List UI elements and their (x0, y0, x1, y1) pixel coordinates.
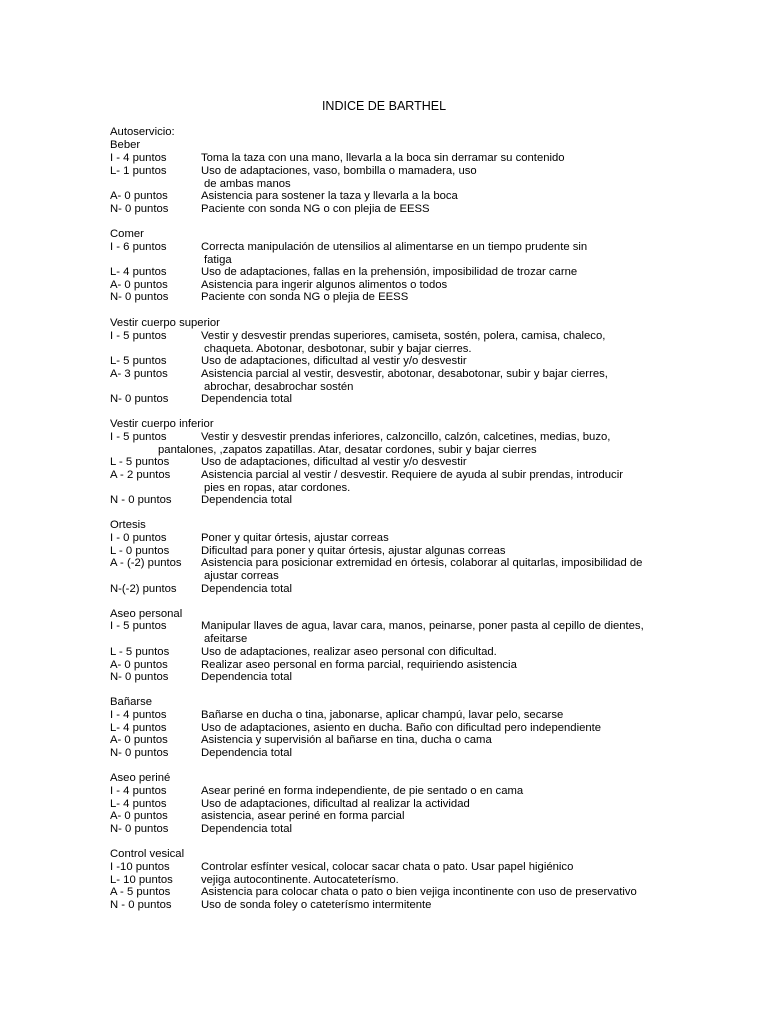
score-description-line: vejiga autocontinente. Autocateterísmo. (201, 874, 399, 886)
score-description-line: Vestir y desvestir prendas superiores, camiseta, sostén, polera, camisa, chaleco, (201, 330, 606, 342)
score-description-line: Dependencia total (201, 583, 293, 595)
score-label: L - 0 puntos (110, 545, 170, 557)
score-description-line: Uso de sonda foley o cateterísmo intermitente (201, 899, 432, 911)
score-description-line: fatiga (204, 254, 232, 266)
score-description-line: afeitarse (204, 633, 248, 645)
score-description-line: Asistencia y supervisión al bañarse en tina, ducha o cama (201, 734, 492, 746)
score-description-line: Asistencia parcial al vestir / desvestir. Requiere de ayuda al subir prendas, introducir (201, 469, 623, 481)
section-heading: Control vesical (110, 848, 185, 860)
score-label: N- 0 puntos (110, 291, 169, 303)
score-description-line: Dependencia total (201, 823, 293, 835)
score-description-line: Paciente con sonda NG o con plejia de EESS (201, 203, 430, 215)
section-heading: Vestir cuerpo inferior (110, 418, 214, 430)
section-heading: Aseo personal (110, 608, 183, 620)
score-label: N - 0 puntos (110, 899, 172, 911)
score-label: L - 5 puntos (110, 646, 170, 658)
score-description-line: Toma la taza con una mano, llevarla a la boca sin derramar su contenido (201, 152, 565, 164)
score-label: L - 5 puntos (110, 456, 170, 468)
score-description-line: Dependencia total (201, 494, 293, 506)
score-label: A- 0 puntos (110, 279, 168, 291)
page-title: INDICE DE BARTHEL (321, 99, 447, 113)
score-description-line: Realizar aseo personal en forma parcial, requiriendo asistencia (201, 659, 517, 671)
score-label: I - 5 puntos (110, 431, 167, 443)
score-label: A - (-2) puntos (110, 557, 182, 569)
score-label: A- 0 puntos (110, 734, 168, 746)
score-description-line: Uso de adaptaciones, dificultad al vestir y/o desvestir (201, 456, 467, 468)
score-label: I - 5 puntos (110, 330, 167, 342)
score-description-line: Bañarse en ducha o tina, jabonarse, aplicar champú, lavar pelo, secarse (201, 709, 564, 721)
score-description-line: Asistencia para colocar chata o pato o bien vejiga incontinente con uso de preservativo (201, 886, 637, 898)
section-heading: Bañarse (110, 696, 153, 708)
score-description-line: Asistencia para posicionar extremidad en órtesis, colaborar al quitarlas, imposibilidad de (201, 557, 643, 569)
score-label: A- 0 puntos (110, 659, 168, 671)
score-label: A - 5 puntos (110, 886, 171, 898)
score-label: L- 10 puntos (110, 874, 173, 886)
score-description-line: Asistencia para sostener la taza y llevarla a la boca (201, 190, 458, 202)
score-label: N- 0 puntos (110, 203, 169, 215)
score-description-line: Asear periné en forma independiente, de pie sentado o en cama (201, 785, 524, 797)
score-label: I - 0 puntos (110, 532, 167, 544)
score-label: N- 0 puntos (110, 393, 169, 405)
score-description-line: Asistencia parcial al vestir, desvestir, abotonar, desabotonar, subir y bajar cierres, (201, 368, 608, 380)
score-description-line: Uso de adaptaciones, dificultad al realizar la actividad (201, 798, 470, 810)
score-description-line: chaqueta. Abotonar, desbotonar, subir y bajar cierres. (204, 343, 472, 355)
score-description-line: de ambas manos (204, 178, 291, 190)
score-description-line: Uso de adaptaciones, fallas en la prehensión, imposibilidad de trozar carne (201, 266, 578, 278)
score-label: N- 0 puntos (110, 671, 169, 683)
score-label: I - 4 puntos (110, 152, 167, 164)
score-description-line: Dificultad para poner y quitar órtesis, ajustar algunas correas (201, 545, 506, 557)
score-description-line: Uso de adaptaciones, asiento en ducha. Baño con dificultad pero independiente (201, 722, 602, 734)
score-description-line: Correcta manipulación de utensilios al alimentarse en un tiempo prudente sin (201, 241, 588, 253)
score-description-line: pantalones, ,zapatos zapatillas. Atar, desatar cordones, subir y bajar cierres (158, 444, 537, 456)
score-description-line: Asistencia para ingerir algunos alimentos o todos (201, 279, 448, 291)
score-description-line: Uso de adaptaciones, dificultad al vestir y/o desvestir (201, 355, 467, 367)
score-label: A- 3 puntos (110, 368, 168, 380)
section-heading: Beber (110, 139, 141, 151)
score-description-line: Dependencia total (201, 393, 293, 405)
score-label: N-(-2) puntos (110, 583, 177, 595)
intro-label: Autoservicio: (110, 126, 175, 138)
score-description-line: Dependencia total (201, 671, 293, 683)
score-label: L- 4 puntos (110, 722, 167, 734)
score-label: N - 0 puntos (110, 494, 172, 506)
score-description-line: Vestir y desvestir prendas inferiores, calzoncillo, calzón, calcetines, medias, buzo, (201, 431, 611, 443)
score-label: L- 1 puntos (110, 165, 167, 177)
score-description-line: Paciente con sonda NG o plejia de EESS (201, 291, 409, 303)
section-heading: Ortesis (110, 519, 146, 531)
score-label: I -10 puntos (110, 861, 170, 873)
score-label: N- 0 puntos (110, 823, 169, 835)
score-label: A- 0 puntos (110, 190, 168, 202)
score-label: L- 4 puntos (110, 266, 167, 278)
score-description-line: Uso de adaptaciones, vaso, bombilla o mamadera, uso (201, 165, 477, 177)
score-label: I - 6 puntos (110, 241, 167, 253)
score-label: I - 4 puntos (110, 709, 167, 721)
section-heading: Comer (110, 228, 144, 240)
score-label: A - 2 puntos (110, 469, 171, 481)
score-label: N- 0 puntos (110, 747, 169, 759)
score-label: L- 4 puntos (110, 798, 167, 810)
score-description-line: pies en ropas, atar cordones. (204, 482, 351, 494)
score-label: I - 5 puntos (110, 620, 167, 632)
score-description-line: Controlar esfínter vesical, colocar sacar chata o pato. Usar papel higiénico (201, 861, 574, 873)
score-description-line: Poner y quitar órtesis, ajustar correas (201, 532, 389, 544)
score-label: L- 5 puntos (110, 355, 167, 367)
score-description-line: Uso de adaptaciones, realizar aseo personal con dificultad. (201, 646, 497, 658)
score-description-line: Dependencia total (201, 747, 293, 759)
score-description-line: Manipular llaves de agua, lavar cara, manos, peinarse, poner pasta al cepillo de dientes, (201, 620, 644, 632)
score-description-line: asistencia, asear periné en forma parcial (201, 810, 405, 822)
section-heading: Vestir cuerpo superior (110, 317, 220, 329)
section-heading: Aseo periné (110, 772, 171, 784)
score-label: A- 0 puntos (110, 810, 168, 822)
score-label: I - 4 puntos (110, 785, 167, 797)
score-description-line: ajustar correas (204, 570, 279, 582)
score-description-line: abrochar, desabrochar sostén (204, 381, 354, 393)
